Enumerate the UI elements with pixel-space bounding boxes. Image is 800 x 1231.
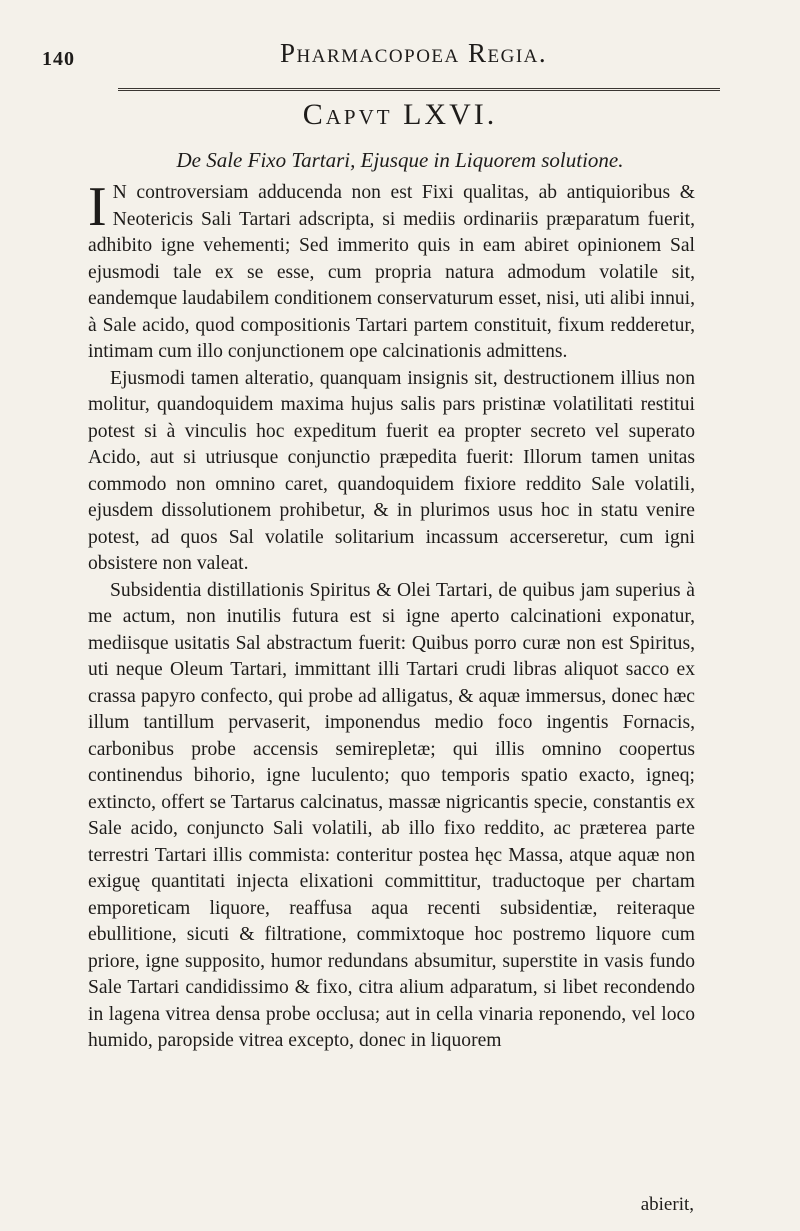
- running-head: Pharmacopoea Regia.: [280, 38, 548, 68]
- paragraph-text: N controversiam adducenda non est Fixi qualitas, ab antiquioribus & Neotericis Sali Tartari adscripta, si mediis ordinariis præparatum fuerit, adhibito igne vehementi; Sed immerito quis in eam abiret opinionem Sal ejusmodi tale ex se esse, cum propria natura admodum volatile sit, eandemque laudabilem conditionem conservaturum esset, nisi, uti alibi innui, à Sale acido, quod compositionis Tartari partem constituit, fixum redderetur, intimam cum illo conjunctionem ope calcinationis admittens.: [88, 182, 695, 362]
- paragraph-2: [88, 366, 695, 578]
- page-header: [30, 20, 770, 80]
- chapter-title: Capvt LXVI.: [302, 98, 498, 131]
- body-text: [88, 176, 695, 1055]
- drop-cap: I: [88, 176, 107, 238]
- header-rule: [118, 88, 720, 91]
- page-number: 140: [42, 48, 75, 70]
- catchword: abierit,: [640, 1194, 694, 1215]
- paragraph-3: [88, 578, 695, 1055]
- paragraph-text: Subsidentia distillationis Spiritus & Olei Tartari, de quibus jam superius à me actum, non inutilis futura est si igne aperto calcinationi exponatur, mediisque usitatis Sal abstractum fuerit: Quibus porro curæ non est Spiritus, uti neque Oleum Tartari, immittant illi Tartari crudi libras aliquot sacco ex crassa papyro confecto, qui probe ad alligatus, & aquæ immersus, donec hæc illum tantillum pervaserit, imponendus medio foco ingentis Fornacis, carbonibus probe accensis semirepletæ; qui illis omnino coopertus continendus bihorio, igne luculento; quo temporis spatio exacto, igneq; extincto, offert se Tartarus calcinatus, massæ nigricantis specie, constantis ex Sale acido, conjuncto Sali volatili, ab illo fixo reddito, ac præterea parte terrestri Tartari illis commista: conteritur postea hęc Massa, atque aquæ non exiguę quantitati injecta elixationi committitur, traductoque per chartam emporeticam liquore, reaffusa aqua recenti subsidentiæ, reiteraque ebullitione, sicuti & filtratione, commixtoque hoc postremo liquore cum priore, igne supposito, humor redundans absumitur, superstite in vasis fundo Sale Tartari candidissimo & fixo, citra alium adparatum, si libet recondendo in lagena vitrea densa probe occlusa; aut in cella vinaria reponendo, vel loco humido, paropside vitrea excepto, donec in liquorem: [88, 579, 695, 1051]
- paragraph-text: Ejusmodi tamen alteratio, quanquam insignis sit, destructionem illius non molitur, quandoquidem maxima hujus salis pars pristinæ volatilitati restitui potest si à vinculis hoc expeditum fuerit ea propter secreto vel superato Acido, aut si utriusque conjunctio præpedita fuerit: Illorum tamen unitas commodo non omnino caret, quandoquidem fixiore reddito Sale volatili, ejusdem dissolutionem prohibetur, & in plurimos usus hoc in statu venire potest, ad quos Sal volatile solitarium incassum accerseretur, cum igni obsistere non valeat.: [88, 367, 695, 574]
- paragraph-1: [88, 176, 695, 366]
- chapter-subtitle: De Sale Fixo Tartari, Ejusque in Liquorem solutione.: [176, 148, 624, 172]
